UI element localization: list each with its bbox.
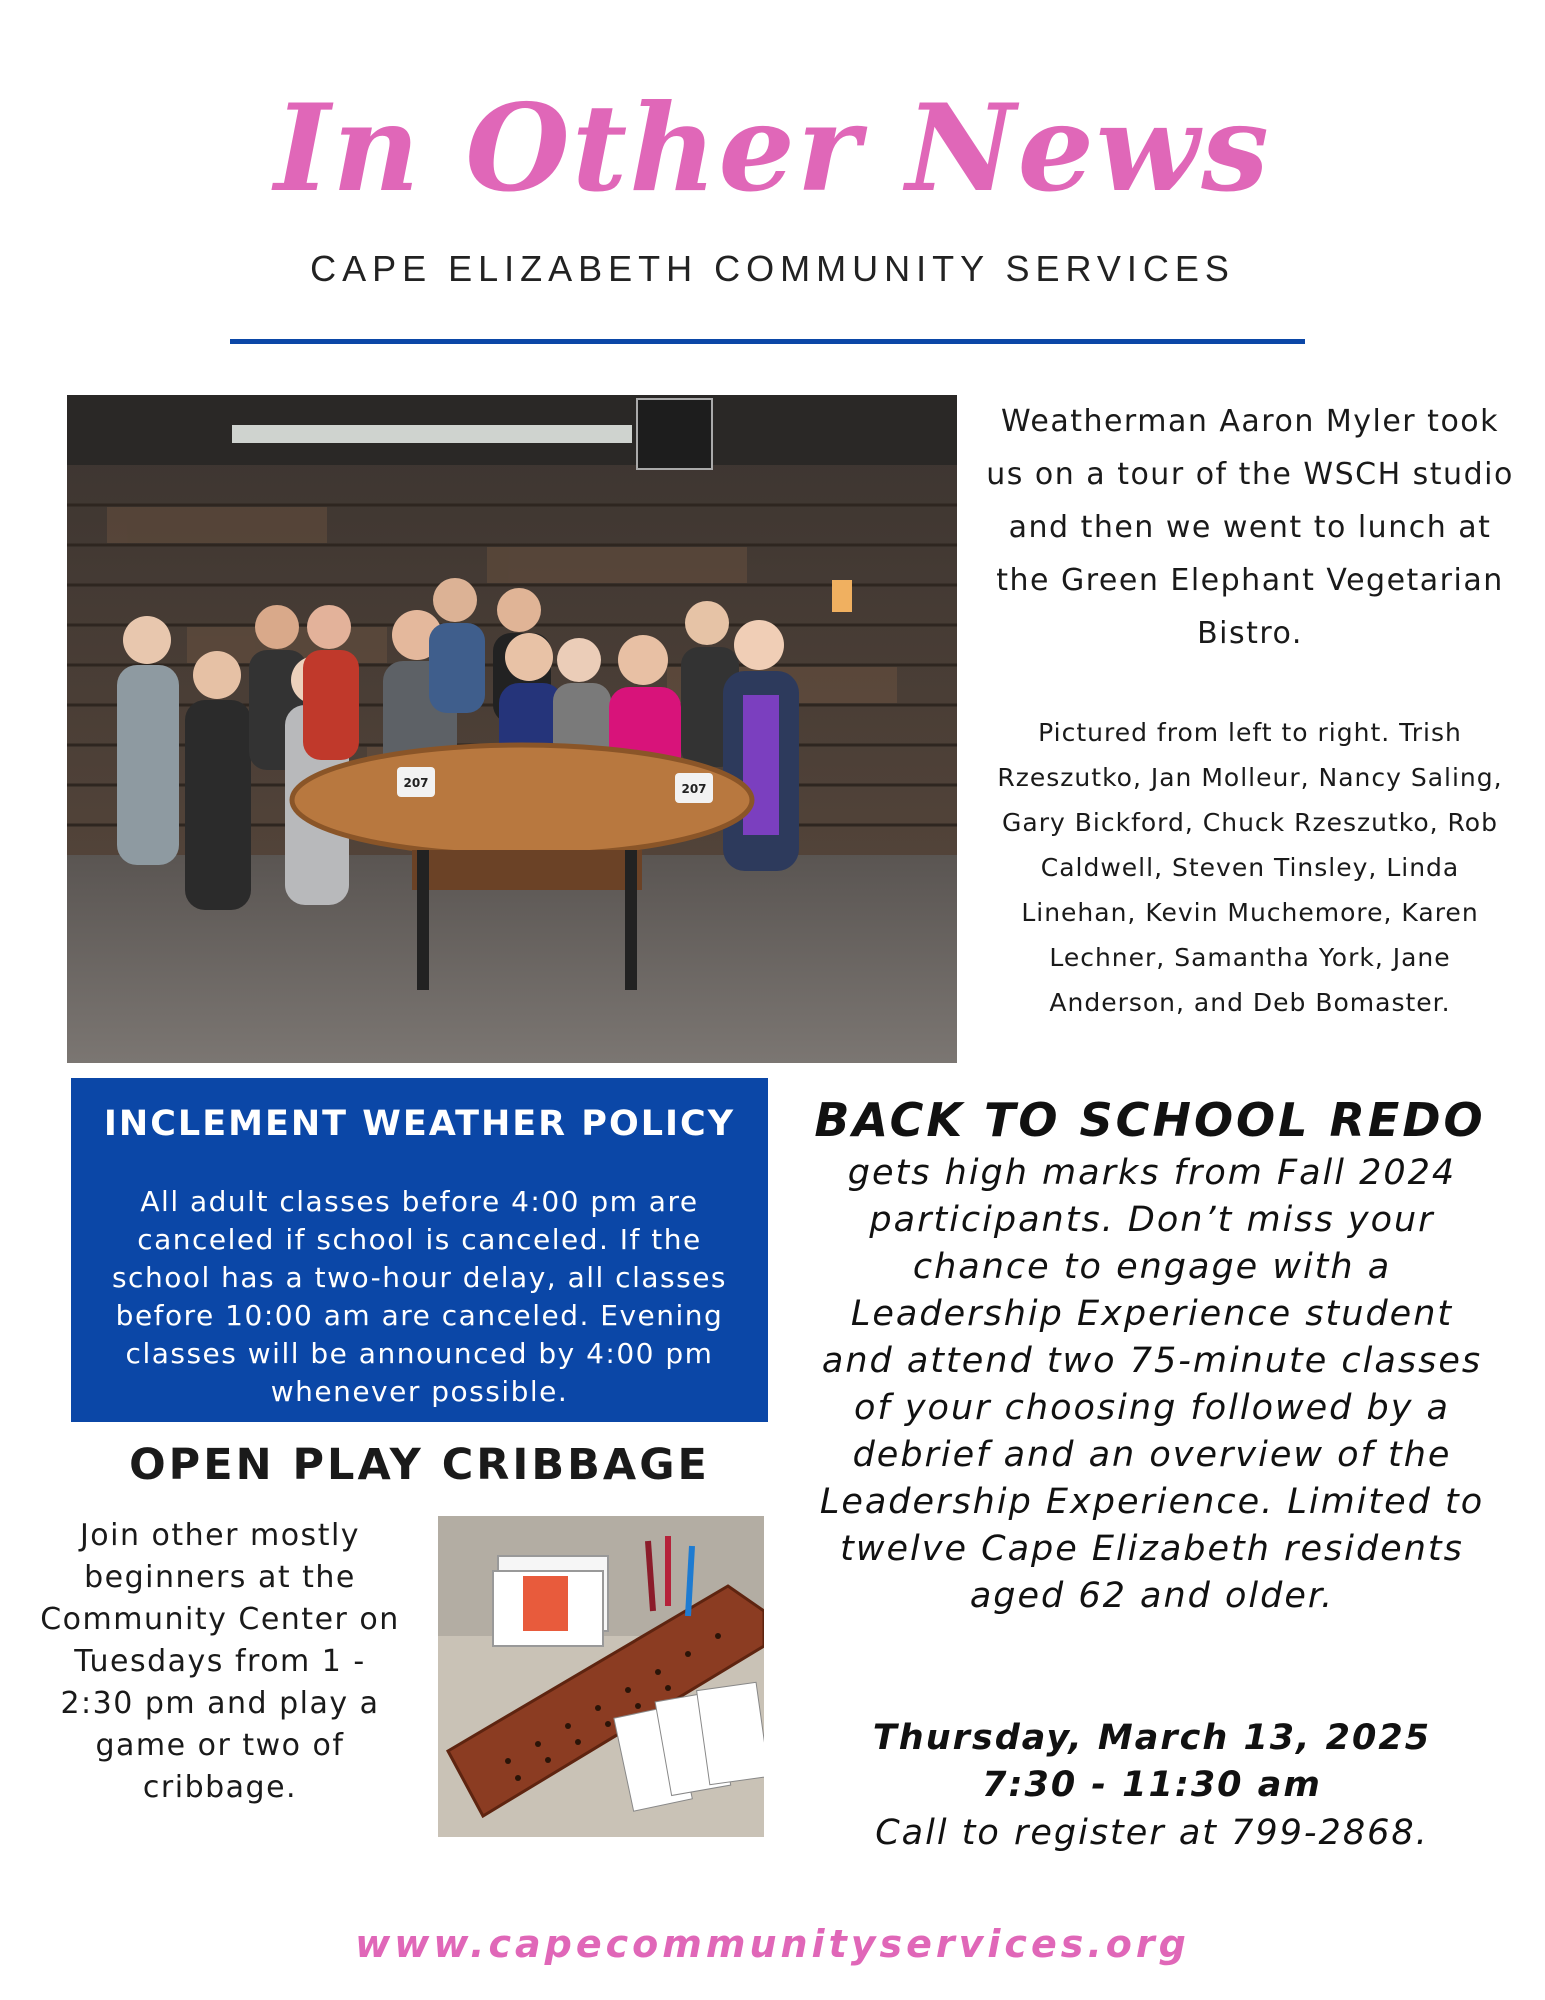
organization-name: CAPE ELIZABETH COMMUNITY SERVICES	[310, 248, 1235, 289]
event-date: Thursday, March 13, 2025	[872, 1718, 1432, 1758]
back-to-school-title: BACK TO SCHOOL REDO	[814, 1093, 1486, 1147]
studio-group-photo	[67, 395, 957, 1063]
event-date-time	[812, 1715, 1492, 1809]
studio-tour-intro: Weatherman Aaron Myler took us on a tour of the WSCH studio and then we went to lunch at the Green Elephant Vegetarian Bistro.	[986, 404, 1514, 651]
cribbage-body: Join other mostly beginners at the Community Center on Tuesdays from 1 - 2:30 pm and play a game or two of cribbage.	[40, 1518, 400, 1805]
cribbage-board-photo	[438, 1516, 764, 1837]
event-time: 7:30 - 11:30 am	[982, 1765, 1322, 1805]
inclement-weather-box	[71, 1078, 768, 1422]
policy-body: All adult classes before 4:00 pm are canceled if school is canceled. If the school has a two-hour delay, all classes before 10:00 am are canceled. Evening classes will be announced by 4:00 pm whenever possible.	[111, 1185, 728, 1408]
page-title: In Other News	[274, 78, 1271, 219]
back-to-school-body: gets high marks from Fall 2024 participants. Don’t miss your chance to engage with a Leadership Experience student and attend two 75-minute classes of your choosing followed by a debrief and an overview of the Leadership Experience. Limited to twelve Cape Elizabeth residents aged 62 and older.	[819, 1153, 1485, 1616]
cribbage-title: OPEN PLAY CRIBBAGE	[129, 1440, 710, 1490]
register-phone: Call to register at 799-2868.	[875, 1813, 1429, 1853]
photo-caption: Pictured from left to right. Trish Rzeszutko, Jan Molleur, Nancy Saling, Gary Bickford, Chuck Rzeszutko, Rob Caldwell, Steven Tinsley, Linda Linehan, Kevin Muchemore, Karen Lechner, Samantha York, Jane Anderson, and Deb Bomaster.	[997, 718, 1503, 1017]
header-divider	[230, 339, 1305, 344]
policy-title: INCLEMENT WEATHER POLICY	[103, 1104, 736, 1144]
website-link[interactable]: www.capecommunityservices.org	[355, 1922, 1190, 1966]
mug-label: 207	[403, 776, 429, 790]
mug-label: 207	[681, 782, 707, 796]
